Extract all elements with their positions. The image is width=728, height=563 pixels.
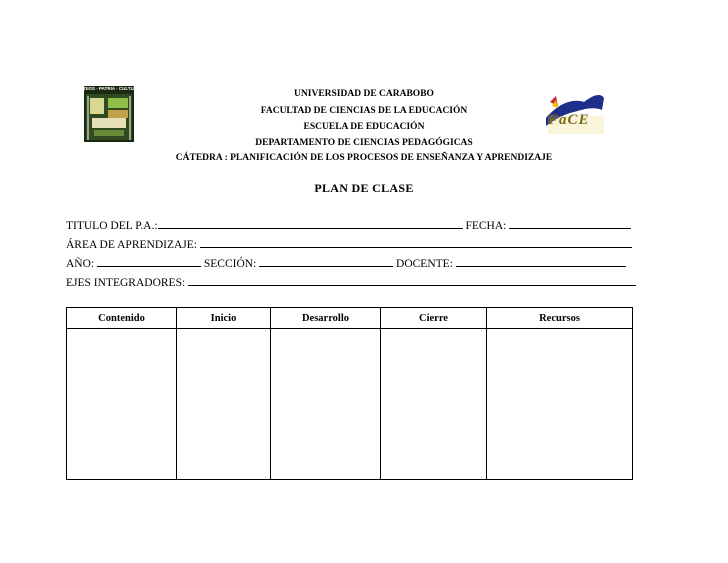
plan-table: [66, 307, 633, 480]
area-label: ÁREA DE APRENDIZAJE:: [66, 239, 197, 251]
cell-contenido[interactable]: [67, 329, 177, 480]
header-university: UNIVERSIDAD DE CARABOBO: [294, 89, 434, 99]
col-header-desarrollo: Desarrollo: [271, 308, 381, 329]
anio-blank[interactable]: [97, 256, 201, 267]
col-header-recursos: Recursos: [487, 308, 633, 329]
ejes-blank[interactable]: [188, 275, 636, 286]
table-row: [67, 329, 633, 480]
col-header-inicio: Inicio: [177, 308, 271, 329]
field-row-titulo: [66, 218, 631, 232]
titulo-blank[interactable]: [158, 218, 463, 229]
docente-blank[interactable]: [456, 256, 626, 267]
seccion-blank[interactable]: [259, 256, 393, 267]
face-logo-text: FaCE: [548, 112, 590, 128]
area-blank[interactable]: [200, 237, 632, 248]
fecha-blank[interactable]: [509, 218, 631, 229]
cell-inicio[interactable]: [177, 329, 271, 480]
header-department: DEPARTAMENTO DE CIENCIAS PEDAGÓGICAS: [255, 138, 473, 148]
cell-desarrollo[interactable]: [271, 329, 381, 480]
fecha-label: FECHA:: [465, 220, 507, 232]
field-row-anio: [66, 256, 626, 270]
table-header-row: [67, 308, 633, 329]
field-row-ejes: [66, 275, 636, 289]
seal-motto: DIOS · PATRIA · CULTURA: [84, 86, 141, 91]
docente-label: DOCENTE:: [396, 258, 453, 270]
ejes-label: EJES INTEGRADORES:: [66, 277, 186, 289]
field-row-area: [66, 237, 632, 251]
cell-recursos[interactable]: [487, 329, 633, 480]
anio-label: AÑO:: [66, 258, 95, 270]
header-school: ESCUELA DE EDUCACIÓN: [303, 122, 425, 132]
col-header-contenido: Contenido: [67, 308, 177, 329]
col-header-cierre: Cierre: [381, 308, 487, 329]
page-title: PLAN DE CLASE: [314, 181, 414, 195]
seccion-label: SECCIÓN:: [203, 258, 257, 270]
header-faculty: FACULTAD DE CIENCIAS DE LA EDUCACIÓN: [260, 106, 468, 116]
titulo-label: TITULO DEL P.A.:: [66, 220, 158, 232]
cell-cierre[interactable]: [381, 329, 487, 480]
header-chair: CÁTEDRA : PLANIFICACIÓN DE LOS PROCESOS DE ENSEÑANZA Y APRENDIZAJE: [175, 153, 553, 163]
